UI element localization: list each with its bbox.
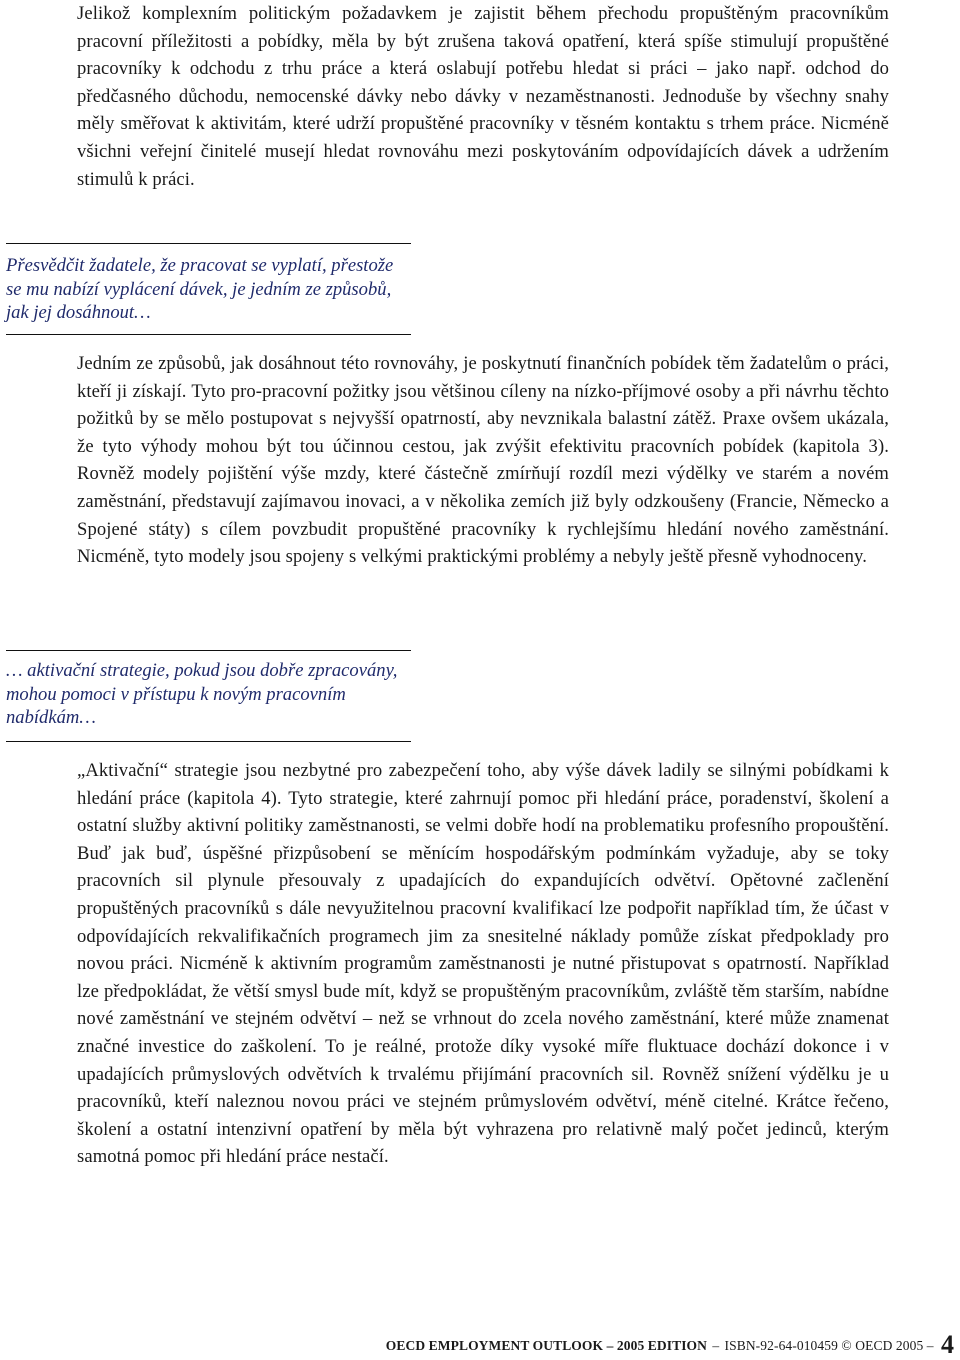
footer-isbn: ISBN-92-64-010459 © OECD 2005 – — [724, 1338, 934, 1353]
body-paragraph-3: „Aktivační“ strategie jsou nezbytné pro zabezpečení toho, aby výše dávek ladily se silnými pobídkami k hledání práce (kapitola 4). Tyto strategie, které zahrnují pomoc při hledání práce, poradenství, školení a ostatní služby aktivní politiky zaměstnanosti, se velmi dobře hodí na problematiku profesního propouštění. Buď jak buď, úspěšné přizpůsobení se měnícím hospodářským podmínkám vyžaduje, aby se toky pracovních sil plynule přesouvaly z upadajících do expandujících odvětví. Opětovné začlenění propuštěných pracovníků s dále nevyužitelnou pracovní kvalifikací lze podpořit například tím, že účast v odpovídajících rekvalifikačních programech jim za snesitelné náklady pomůže získat předpoklady pro novou práci. Nicméně k aktivním programům zaměstnanosti je nutné přistupovat s opatrností. Například lze předpokládat, že větší smysl bude mít, když se propuštěným pracovníkům, zvláště těm starším, nabídne nové zaměstnání ve stejném odvětví – než se vrhnout do zcela nového zaměstnání, které může znamenat značné investice do zaškolení. To je reálné, protože díky vysoké míře fluktuace dochází dokonce i v upadajících průmyslových odvětvích k trvalému přijímání pracovních sil. Rovněž snížení výdělku je u pracovníků, kteří naleznou novou práci ve stejném průmyslovém odvětví, méně citelné. Krátce řečeno, školení a ostatní intenzivní opatření by měla být vyhrazena pro relativně malý počet jedinců, kterým samotná pomoc při hledání práce nestačí. — [77, 760, 889, 1168]
footer-separator: – — [712, 1338, 720, 1353]
sidenote-1: Přesvědčit žadatele, že pracovat se vyplatí, přestože se mu nabízí vyplácení dávek, je jedním ze způsobů, jak jej dosáhnout… — [6, 255, 394, 324]
footer-publication: OECD EMPLOYMENT OUTLOOK – 2005 EDITION — [385, 1338, 708, 1353]
sidenote-1-top-rule — [6, 243, 411, 244]
body-paragraph-1: Jelikož komplexním politickým požadavkem je zajistit během přechodu propuštěným pracovníkům pracovní příležitosti a pobídky, měla by být zrušena taková opatření, která spíše stimulují propuštěné pracovníky k odchodu z trhu práce a která oslabují potřebu hledat si práci – jako např. odchod do předčasného důchodu, nemocenské dávky nebo dávky v nezaměstnanosti. Jednoduše by všechny snahy měly směřovat k aktivitám, které udrží propuštěné pracovníky v těsném kontaktu s trhem práce. Nicméně všichni veřejní činitelé musejí hledat rovnováhu mezi poskytováním odpovídajících dávek a udržením stimulů k práci. — [77, 3, 889, 190]
sidenote-2-top-rule — [6, 650, 411, 651]
sidenote-2-bottom-rule — [6, 741, 411, 742]
sidenote-2: … aktivační strategie, pokud jsou dobře zpracovány, mohou pomoci v přístupu k novým pracovním nabídkám… — [6, 660, 398, 729]
page-footer — [386, 1330, 954, 1360]
body-paragraph-2: Jedním ze způsobů, jak dosáhnout této rovnováhy, je poskytnutí finančních pobídek těm žadatelům o práci, kteří ji získají. Tyto pro-pracovní požitky jsou většinou cíleny na nízko-příjmové osoby a při návrhu těchto požitků by se mělo postupovat s nejvyšší opatrností, aby nevznikala balastní zátěž. Praxe ovšem ukázala, že tyto výhody mohou být tou účinnou cestou, jak zvýšit efektivitu pracovních pobídek (kapitola 3). Rovněž modely pojištění výše mzdy, které částečně zmírňují rozdíl mezi výdělky ve starém a novém zaměstnání, představují zajímavou inovaci, a v několika zemích již byly odzkoušeny (Francie, Německo a Spojené státy) s cílem povzbudit propuštěné pracovníky k rychlejšímu hledání nového zaměstnání. Nicméně, tyto modely jsou spojeny s velkými praktickými problémy a nebyly ještě přesně vyhodnoceny. — [77, 353, 889, 568]
page-number: 4 — [941, 1330, 954, 1359]
sidenote-1-bottom-rule — [6, 334, 411, 335]
